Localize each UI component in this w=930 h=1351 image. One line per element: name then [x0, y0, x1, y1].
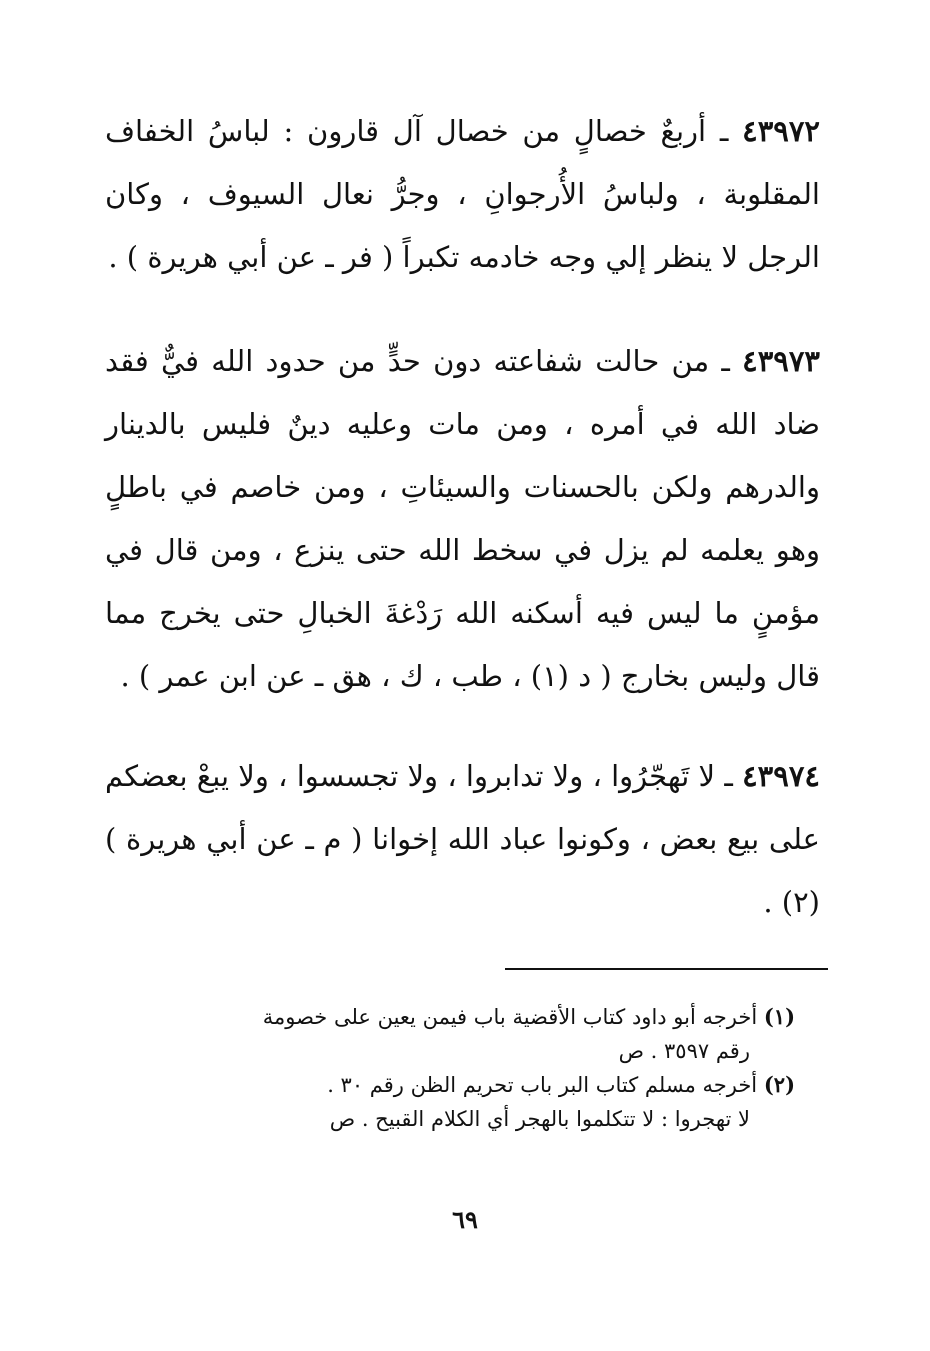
footnote — [105, 1000, 795, 1034]
hadith-entry — [105, 330, 820, 708]
footnote-continuation: لا تهجروا : لا تتكلموا بالهجر أي الكلام القبيح . ص — [329, 1107, 750, 1131]
hadith-separator: ـ — [706, 114, 729, 148]
hadith-number: ٤٣٩٧٤ — [742, 759, 820, 793]
footnote-divider — [505, 968, 828, 970]
hadith-text: لا تَهجّرُوا ، ولا تدابروا ، ولا تجسسوا ، ولا يبعْ بعضكم على بيع بعض ، وكونوا عباد الله إخوانا ( م ـ عن أبي هريرة ) (٢) . — [105, 759, 820, 919]
footnote — [105, 1068, 795, 1102]
hadith-text: أربعٌ خصالٍ من خصال آل قارون : لباسُ الخفاف المقلوبة ، ولباسُ الأُرجوانِ ، وجرُّ نعال السيوف ، وكان الرجل لا ينظر إلي وجه خادمه تكبراً ( فر ـ عن أبي هريرة ) . — [105, 114, 820, 274]
hadith-number: ٤٣٩٧٢ — [742, 114, 821, 148]
hadith-separator: ـ — [709, 344, 730, 378]
page-number: ٦٩ — [452, 1205, 478, 1234]
footnote-text: أخرجه أبو داود كتاب الأقضية باب فيمن يعين على خصومة — [262, 1005, 758, 1029]
footnote-text: أخرجه مسلم كتاب البر باب تحريم الظن رقم ٣٠ . — [327, 1073, 758, 1097]
footnote-continuation: رقم ٣٥٩٧ . ص — [618, 1039, 750, 1063]
footnotes — [105, 1000, 795, 1136]
hadith-separator: ـ — [715, 759, 733, 793]
footnote-mark: (١) — [763, 1004, 795, 1029]
footnote-mark: (٢) — [763, 1072, 795, 1097]
hadith-number: ٤٣٩٧٣ — [742, 344, 821, 378]
hadith-text: من حالت شفاعته دون حدٍّ من حدود الله فيٌّ فقد ضاد الله في أمره ، ومن مات وعليه دينٌ فليس بالدينار والدرهم ولكن بالحسنات والسيئاتِ ، ومن خاصم في باطلٍ وهو يعلمه لم يزل في سخط الله حتى ينزع ، ومن قال في مؤمنٍ ما ليس فيه أسكنه الله رَدْغةَ الخبالِ حتى يخرج مما قال وليس بخارج ( د (١) ، طب ، ك ، هق ـ عن ابن عمر ) . — [105, 344, 820, 693]
hadith-entry — [105, 100, 820, 289]
hadith-entry — [105, 745, 820, 934]
